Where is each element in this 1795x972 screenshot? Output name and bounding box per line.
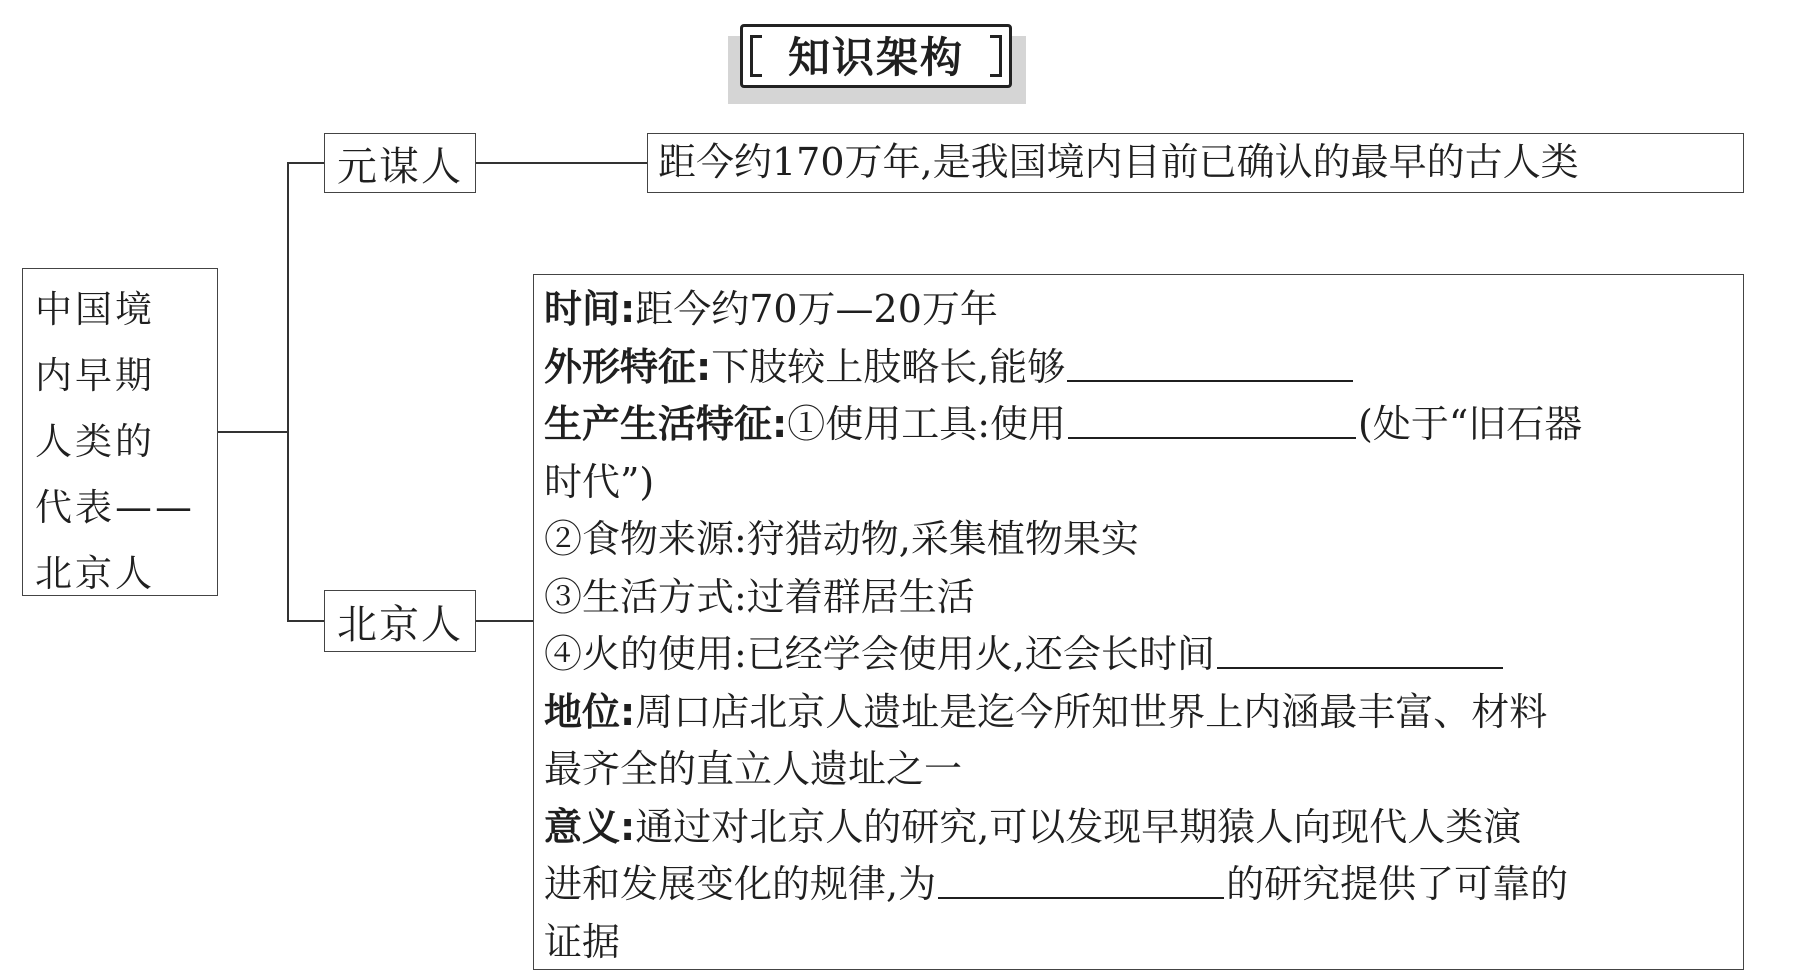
- root-connector: [218, 431, 288, 433]
- title-badge: [740, 24, 1012, 88]
- status-value-line2: 最齐全的直立人遗址之一: [544, 747, 963, 791]
- meaning-label: 意义:: [544, 804, 636, 849]
- meaning-row: [544, 799, 1731, 857]
- tools-blank[interactable]: [1068, 403, 1356, 439]
- time-row: [544, 281, 1731, 339]
- beijing-connector-out: [476, 620, 533, 622]
- appearance-blank[interactable]: [1067, 346, 1353, 382]
- life-tools-era-cont: 时代”): [544, 459, 655, 504]
- status-row: [544, 684, 1731, 742]
- time-value: 距今约70万—20万年: [635, 287, 998, 331]
- life-living-row: [544, 569, 1731, 627]
- yuanmou-description: [647, 133, 1744, 193]
- life-label: 生产生活特征:: [544, 402, 788, 446]
- beijing-detail: [533, 274, 1744, 970]
- branch-yuanmou: [324, 133, 476, 193]
- life-tools-row-cont: [544, 454, 1731, 512]
- yuanmou-description-text: 距今约170万年,是我国境内目前已确认的最早的古人类: [658, 140, 1579, 184]
- root-node: [22, 268, 218, 596]
- appearance-label: 外形特征:: [544, 344, 712, 389]
- appearance-row: [544, 339, 1731, 397]
- meaning-row-end: [544, 914, 1731, 972]
- meaning-blank[interactable]: [938, 863, 1224, 899]
- meaning-value-line2-end: 的研究提供了可靠的: [1226, 862, 1569, 906]
- status-label: 地位:: [544, 689, 636, 734]
- root-node-label: 中国境 内早期 人类的 代表—— 北京人: [35, 288, 195, 595]
- meaning-value-line3: 证据: [544, 919, 621, 964]
- meaning-value-line1: 通过对北京人的研究,可以发现早期猿人向现代人类演: [635, 804, 1522, 849]
- life-living-text: ③生活方式:过着群居生活: [544, 574, 975, 619]
- life-fire-text: ④火的使用:已经学会使用火,还会长时间: [544, 632, 1215, 676]
- fire-blank[interactable]: [1217, 633, 1503, 669]
- beijing-connector-in: [287, 620, 324, 622]
- branch-yuanmou-label: 元谋人: [337, 143, 463, 190]
- life-tools-era: (处于“旧石器: [1358, 402, 1583, 446]
- life-tools-row: [544, 396, 1731, 454]
- yuanmou-connector-in: [287, 162, 324, 164]
- trunk-connector: [287, 162, 289, 622]
- page-title: 知识架构: [787, 33, 964, 82]
- meaning-value-line2: 进和发展变化的规律,为: [544, 862, 937, 906]
- time-label: 时间:: [544, 287, 636, 331]
- life-food-row: [544, 511, 1731, 569]
- yuanmou-connector-out: [476, 162, 647, 164]
- life-food-text: ②食物来源:狩猎动物,采集植物果实: [544, 517, 1139, 561]
- branch-beijing-label: 北京人: [337, 601, 463, 648]
- branch-beijing: [324, 590, 476, 652]
- life-tools-text: ①使用工具:使用: [787, 402, 1067, 446]
- appearance-value: 下肢较上肢略长,能够: [711, 344, 1066, 389]
- status-value-line1: 周口店北京人遗址是迄今所知世界上内涵最丰富、材料: [635, 689, 1548, 734]
- meaning-row-cont: [544, 856, 1731, 914]
- status-row-cont: [544, 741, 1731, 799]
- life-fire-row: [544, 626, 1731, 684]
